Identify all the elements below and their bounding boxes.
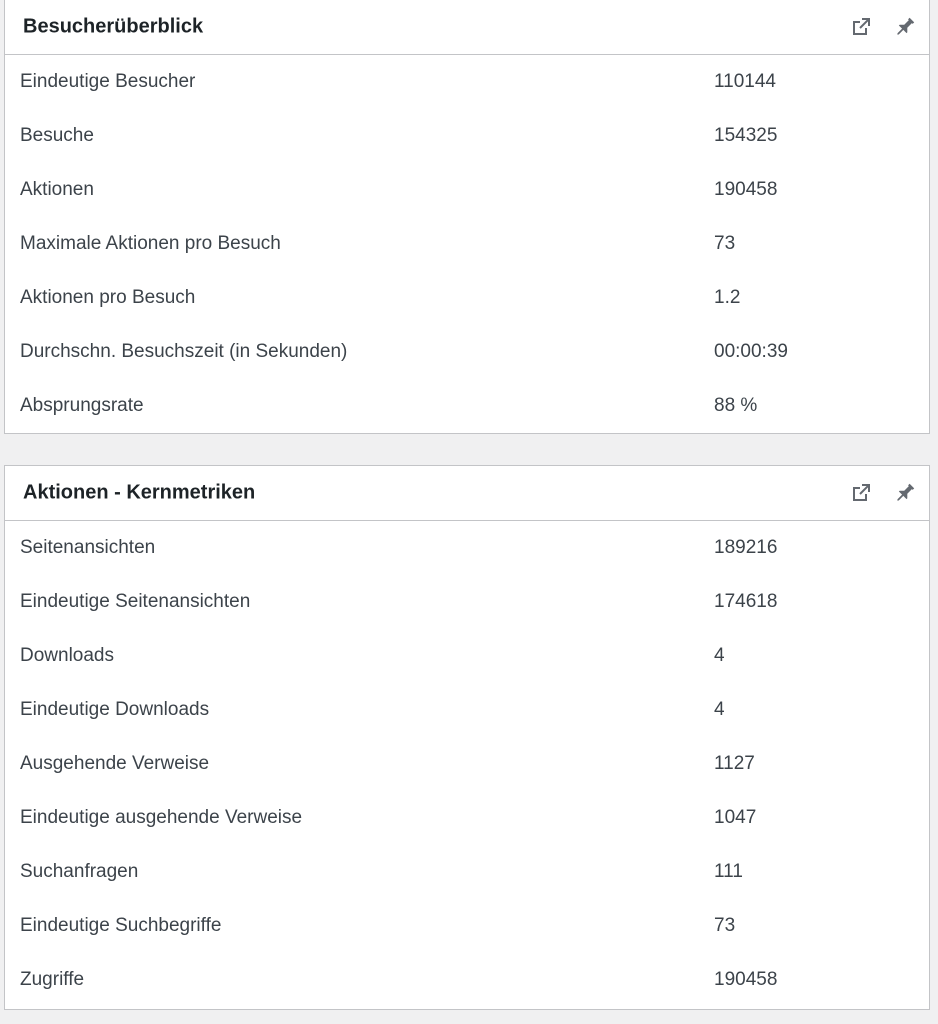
panel-header xyxy=(5,466,929,521)
metric-value: 1.2 xyxy=(714,287,741,308)
metric-row xyxy=(5,217,929,271)
metric-value: 190458 xyxy=(714,969,778,990)
metric-row xyxy=(5,953,929,1007)
metric-label: Absprungsrate xyxy=(20,395,144,416)
metric-value: 111 xyxy=(714,861,743,882)
metric-value: 4 xyxy=(714,699,725,720)
metric-value: 00:00:39 xyxy=(714,341,788,362)
metric-row xyxy=(5,163,929,217)
metric-label: Durchschn. Besuchszeit (in Sekunden) xyxy=(20,341,348,362)
metric-value: 1047 xyxy=(714,807,757,828)
metric-value: 88 % xyxy=(714,395,758,416)
metric-value: 189216 xyxy=(714,537,778,558)
metric-row xyxy=(5,325,929,379)
metric-value: 1127 xyxy=(714,753,755,774)
metric-row xyxy=(5,629,929,683)
metric-label: Eindeutige Suchbegriffe xyxy=(20,915,222,936)
metric-row xyxy=(5,55,929,109)
metric-value: 154325 xyxy=(714,125,778,146)
metric-label: Suchanfragen xyxy=(20,861,139,882)
metrics-list xyxy=(5,521,929,1007)
metric-label: Eindeutige Seitenansichten xyxy=(20,591,251,612)
metric-label: Eindeutige Besucher xyxy=(20,71,196,92)
metric-row xyxy=(5,271,929,325)
visitor-overview-panel xyxy=(4,0,930,434)
panel-title: Besucherüberblick xyxy=(23,15,204,38)
metric-label: Eindeutige ausgehende Verweise xyxy=(20,807,303,828)
metric-row xyxy=(5,109,929,163)
external-link-icon[interactable] xyxy=(845,477,877,509)
panel-title: Aktionen - Kernmetriken xyxy=(23,481,256,504)
metric-value: 110144 xyxy=(714,71,776,92)
metric-label: Aktionen pro Besuch xyxy=(20,287,196,308)
panel-header xyxy=(5,0,929,55)
metric-row xyxy=(5,791,929,845)
metric-row xyxy=(5,575,929,629)
metric-row xyxy=(5,899,929,953)
metric-value: 174618 xyxy=(714,591,778,612)
external-link-icon[interactable] xyxy=(845,11,877,43)
metric-label: Zugriffe xyxy=(20,969,85,990)
pin-icon[interactable] xyxy=(889,477,921,509)
pin-icon[interactable] xyxy=(889,11,921,43)
panel-actions xyxy=(845,466,921,520)
metric-row xyxy=(5,737,929,791)
metric-value: 190458 xyxy=(714,179,778,200)
metric-label: Seitenansichten xyxy=(20,537,156,558)
panel-actions xyxy=(845,0,921,54)
metric-label: Aktionen xyxy=(20,179,94,200)
metric-row xyxy=(5,683,929,737)
metric-label: Downloads xyxy=(20,645,114,666)
metric-row xyxy=(5,845,929,899)
metric-label: Eindeutige Downloads xyxy=(20,699,210,720)
metric-label: Ausgehende Verweise xyxy=(20,753,210,774)
metric-row xyxy=(5,521,929,575)
actions-metrics-panel xyxy=(4,465,930,1010)
metric-label: Besuche xyxy=(20,125,94,146)
metric-row xyxy=(5,379,929,433)
metric-value: 73 xyxy=(714,915,736,936)
metric-label: Maximale Aktionen pro Besuch xyxy=(20,233,281,254)
metrics-list xyxy=(5,55,929,433)
metric-value: 4 xyxy=(714,645,725,666)
metric-value: 73 xyxy=(714,233,736,254)
